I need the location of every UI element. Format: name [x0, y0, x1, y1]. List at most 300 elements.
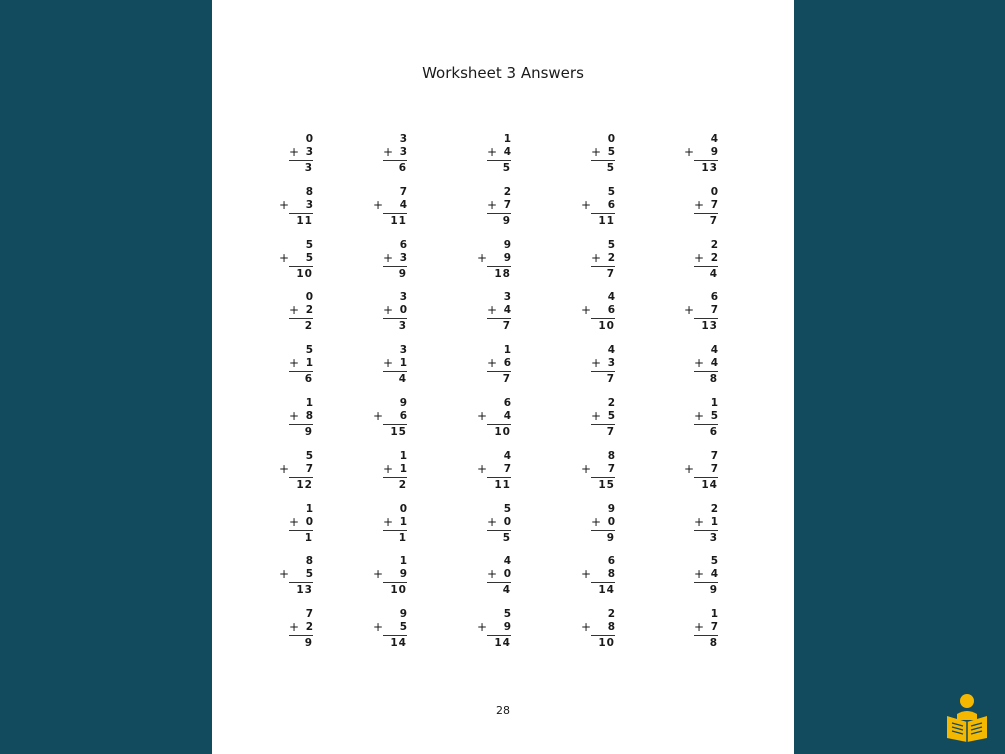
sum-answer: 18: [494, 267, 511, 280]
addend-bottom: 3: [399, 251, 407, 264]
addend-bottom-row: [279, 250, 313, 267]
plus-sign: +: [694, 567, 705, 582]
plus-sign: +: [289, 145, 300, 159]
addend-bottom-row: [487, 568, 511, 583]
addend-top: 1: [305, 502, 313, 515]
addend-bottom: 6: [607, 304, 615, 317]
addend-top: 7: [305, 608, 313, 621]
addition-problem: [591, 397, 615, 439]
addend-top: 3: [503, 291, 511, 304]
addition-problem: [581, 449, 615, 492]
addition-problem: [684, 291, 718, 333]
addend-top: 0: [305, 133, 313, 145]
sum-answer: 7: [502, 320, 511, 333]
sum-answer: 3: [398, 320, 407, 333]
sum-answer: 9: [709, 584, 718, 597]
addend-bottom: 0: [503, 515, 511, 528]
sum-answer: 4: [502, 584, 511, 597]
addition-problem: [694, 503, 718, 545]
addend-top: 7: [710, 449, 718, 462]
addend-bottom: 2: [305, 304, 313, 317]
plus-sign: +: [383, 461, 394, 476]
addition-problem: [289, 344, 313, 386]
sum-answer: 5: [502, 162, 511, 174]
sum-answer: 9: [606, 531, 615, 544]
addend-top: 0: [607, 133, 615, 145]
addend-top: 1: [710, 608, 718, 621]
addend-bottom-row: [373, 197, 407, 214]
addend-bottom: 1: [399, 357, 407, 370]
sum-answer: 6: [304, 373, 313, 386]
plus-sign: +: [591, 250, 602, 265]
plus-sign: +: [477, 409, 488, 423]
plus-sign: +: [487, 356, 498, 371]
addend-top: 1: [305, 397, 313, 409]
addend-bottom-row: [684, 461, 718, 478]
addend-bottom: 9: [503, 251, 511, 264]
addend-top: 4: [607, 344, 615, 357]
addend-top: 5: [305, 344, 313, 357]
addend-bottom-row: [694, 357, 718, 372]
addend-bottom-row: [383, 252, 407, 267]
sum-answer: 6: [709, 426, 718, 438]
addition-problem: [289, 133, 313, 175]
addend-bottom: 2: [710, 251, 718, 264]
sum-answer: 13: [701, 162, 718, 174]
addend-bottom-row: [591, 357, 615, 372]
addition-problem: [581, 291, 615, 333]
addend-bottom: 6: [503, 357, 511, 370]
addend-bottom: 1: [305, 357, 313, 370]
addend-bottom-row: [487, 146, 511, 161]
addend-bottom: 0: [399, 304, 407, 317]
addend-bottom-row: [289, 621, 313, 636]
addition-problem: [487, 186, 511, 228]
plus-sign: +: [477, 250, 488, 265]
addend-bottom-row: [289, 410, 313, 425]
addition-problem: [383, 239, 407, 281]
addend-bottom: 7: [503, 462, 511, 475]
addend-bottom-row: [581, 620, 615, 636]
addend-bottom: 8: [607, 568, 615, 581]
addend-top: 6: [503, 397, 511, 409]
addend-bottom-row: [581, 303, 615, 319]
addend-top: 6: [607, 555, 615, 568]
plus-sign: +: [487, 303, 498, 318]
addend-top: 4: [710, 344, 718, 357]
addend-bottom-row: [373, 567, 407, 583]
plus-sign: +: [487, 145, 498, 159]
plus-sign: +: [289, 514, 300, 529]
addend-bottom: 7: [305, 462, 313, 475]
addend-top: 5: [710, 555, 718, 568]
addition-problem: [373, 185, 407, 228]
addition-problem: [684, 133, 718, 175]
addend-top: 8: [305, 555, 313, 568]
plus-sign: +: [383, 514, 394, 529]
addition-problem: [591, 503, 615, 545]
sum-answer: 9: [304, 426, 313, 438]
addition-problem: [289, 608, 313, 650]
addend-bottom-row: [684, 303, 718, 319]
addition-problem: [487, 503, 511, 545]
addend-bottom-row: [694, 199, 718, 214]
sum-answer: 10: [494, 426, 511, 438]
addend-bottom: 5: [305, 251, 313, 264]
addend-bottom-row: [591, 252, 615, 267]
addend-bottom-row: [289, 146, 313, 161]
sum-answer: 5: [502, 531, 511, 544]
plus-sign: +: [581, 567, 592, 582]
addition-problem: [487, 133, 511, 175]
plus-sign: +: [684, 461, 695, 476]
sum-answer: 11: [390, 214, 407, 227]
addend-bottom: 1: [710, 515, 718, 528]
sum-answer: 7: [502, 373, 511, 386]
plus-sign: +: [684, 303, 695, 318]
addition-problem: [279, 449, 313, 492]
addend-top: 2: [503, 185, 511, 198]
plus-sign: +: [289, 620, 300, 635]
addend-bottom: 3: [607, 357, 615, 370]
addend-top: 3: [399, 291, 407, 304]
sum-answer: 13: [701, 320, 718, 333]
addend-bottom-row: [279, 461, 313, 478]
addend-bottom-row: [383, 463, 407, 478]
sum-answer: 2: [304, 320, 313, 333]
addend-bottom: 8: [607, 621, 615, 634]
addend-top: 2: [710, 502, 718, 515]
page-title: Worksheet 3 Answers: [422, 64, 584, 82]
sum-answer: 10: [296, 267, 313, 280]
addend-top: 8: [305, 185, 313, 198]
addend-bottom-row: [289, 304, 313, 319]
addend-top: 5: [607, 238, 615, 251]
plus-sign: +: [477, 461, 488, 476]
addend-top: 5: [503, 502, 511, 515]
addition-problem: [289, 503, 313, 545]
sum-answer: 11: [494, 478, 511, 491]
plus-sign: +: [694, 197, 705, 212]
addend-bottom: 2: [305, 621, 313, 634]
addend-top: 9: [399, 608, 407, 621]
addend-bottom-row: [487, 357, 511, 372]
addition-problem: [383, 291, 407, 333]
addend-bottom-row: [487, 199, 511, 214]
sum-answer: 8: [709, 373, 718, 386]
sum-answer: 1: [398, 531, 407, 544]
addend-bottom-row: [279, 567, 313, 583]
addend-top: 9: [399, 397, 407, 409]
addend-bottom: 5: [710, 410, 718, 422]
plus-sign: +: [581, 461, 592, 476]
plus-sign: +: [581, 303, 592, 318]
addend-bottom-row: [581, 567, 615, 583]
addition-problem: [289, 291, 313, 333]
addend-bottom: 4: [503, 146, 511, 158]
addend-top: 4: [607, 291, 615, 304]
addition-problem: [373, 608, 407, 650]
addend-bottom-row: [487, 516, 511, 531]
sum-answer: 9: [304, 637, 313, 650]
addition-problem: [279, 555, 313, 597]
addend-bottom-row: [694, 410, 718, 425]
addend-bottom-row: [477, 409, 511, 425]
addition-problem: [684, 449, 718, 492]
sum-answer: 2: [398, 478, 407, 491]
addend-bottom-row: [373, 620, 407, 636]
plus-sign: +: [487, 197, 498, 212]
addend-top: 2: [710, 238, 718, 251]
addend-top: 5: [305, 238, 313, 251]
addend-top: 3: [399, 133, 407, 145]
plus-sign: +: [383, 145, 394, 159]
answers-grid: [212, 128, 794, 658]
addend-top: 9: [607, 502, 615, 515]
addend-bottom-row: [373, 409, 407, 425]
plus-sign: +: [373, 620, 384, 635]
addend-bottom: 1: [399, 515, 407, 528]
addend-top: 4: [710, 133, 718, 145]
addend-bottom-row: [694, 621, 718, 636]
addend-bottom-row: [581, 197, 615, 214]
sum-answer: 14: [494, 637, 511, 650]
plus-sign: +: [591, 409, 602, 423]
addition-problem: [373, 555, 407, 597]
addend-bottom: 4: [710, 568, 718, 581]
addition-problem: [694, 239, 718, 281]
addend-top: 0: [399, 502, 407, 515]
addend-top: 5: [607, 185, 615, 198]
addend-bottom: 9: [710, 146, 718, 158]
addition-problem: [694, 608, 718, 650]
addition-problem: [487, 344, 511, 386]
addend-bottom: 4: [399, 198, 407, 211]
addend-bottom: 5: [607, 146, 615, 158]
sum-answer: 14: [598, 584, 615, 597]
addend-bottom-row: [477, 461, 511, 478]
addition-problem: [591, 239, 615, 281]
sum-answer: 7: [606, 373, 615, 386]
plus-sign: +: [383, 250, 394, 265]
sum-answer: 3: [304, 162, 313, 174]
plus-sign: +: [591, 145, 602, 159]
plus-sign: +: [477, 620, 488, 635]
addend-top: 8: [607, 449, 615, 462]
addition-problem: [694, 397, 718, 439]
addend-bottom: 7: [503, 198, 511, 211]
addition-problem: [289, 397, 313, 439]
addend-bottom: 0: [607, 515, 615, 528]
addition-problem: [694, 186, 718, 228]
addition-problem: [477, 397, 511, 439]
addition-problem: [279, 238, 313, 281]
addition-problem: [383, 450, 407, 492]
addend-bottom: 4: [503, 410, 511, 422]
sum-answer: 10: [598, 320, 615, 333]
sum-answer: 6: [398, 162, 407, 174]
plus-sign: +: [694, 250, 705, 265]
addend-bottom: 0: [305, 515, 313, 528]
addition-problem: [591, 133, 615, 175]
plus-sign: +: [694, 356, 705, 371]
sum-answer: 8: [709, 637, 718, 650]
plus-sign: +: [289, 303, 300, 318]
addend-top: 6: [399, 238, 407, 251]
addend-top: 6: [710, 291, 718, 304]
plus-sign: +: [684, 145, 695, 159]
plus-sign: +: [487, 514, 498, 529]
addend-bottom-row: [591, 410, 615, 425]
addend-bottom-row: [694, 568, 718, 583]
addend-top: 1: [399, 449, 407, 462]
plus-sign: +: [289, 409, 300, 423]
plus-sign: +: [373, 567, 384, 582]
addition-problem: [581, 555, 615, 597]
addition-problem: [694, 344, 718, 386]
plus-sign: +: [383, 356, 394, 371]
addend-bottom: 0: [503, 568, 511, 581]
sum-answer: 9: [502, 214, 511, 227]
addition-problem: [487, 291, 511, 333]
sum-answer: 7: [709, 214, 718, 227]
sum-answer: 7: [606, 426, 615, 438]
addend-bottom: 3: [305, 198, 313, 211]
addend-top: 0: [710, 185, 718, 198]
addend-top: 2: [607, 608, 615, 621]
plus-sign: +: [591, 514, 602, 529]
addend-bottom: 5: [399, 621, 407, 634]
addend-bottom: 5: [305, 568, 313, 581]
plus-sign: +: [373, 197, 384, 212]
addend-bottom-row: [383, 304, 407, 319]
addend-top: 1: [399, 555, 407, 568]
addend-top: 2: [607, 397, 615, 409]
addend-bottom-row: [591, 146, 615, 161]
addend-bottom: 8: [305, 410, 313, 422]
sum-answer: 12: [296, 478, 313, 491]
addend-top: 7: [399, 185, 407, 198]
addend-bottom-row: [289, 516, 313, 531]
addition-problem: [591, 344, 615, 386]
addend-top: 4: [503, 555, 511, 568]
page-number: 28: [496, 704, 510, 717]
plus-sign: +: [487, 567, 498, 582]
sum-answer: 13: [296, 584, 313, 597]
addend-bottom-row: [694, 516, 718, 531]
addend-top: 1: [710, 397, 718, 409]
addend-bottom: 3: [305, 146, 313, 158]
plus-sign: +: [279, 461, 290, 476]
addition-problem: [581, 608, 615, 650]
reading-person-icon: [944, 692, 990, 742]
addend-bottom: 6: [399, 410, 407, 422]
addend-bottom-row: [383, 516, 407, 531]
addend-bottom-row: [289, 357, 313, 372]
addend-bottom-row: [383, 357, 407, 372]
addend-bottom: 4: [503, 304, 511, 317]
addend-bottom: 7: [607, 462, 615, 475]
addend-bottom: 7: [710, 621, 718, 634]
plus-sign: +: [383, 303, 394, 318]
plus-sign: +: [694, 409, 705, 423]
addend-top: 5: [503, 608, 511, 621]
addend-bottom: 1: [399, 462, 407, 475]
sum-answer: 9: [398, 267, 407, 280]
addend-bottom-row: [487, 304, 511, 319]
addition-problem: [383, 133, 407, 175]
addend-bottom: 4: [710, 357, 718, 370]
sum-answer: 4: [709, 267, 718, 280]
addend-top: 9: [503, 238, 511, 251]
sum-answer: 14: [390, 637, 407, 650]
addend-bottom: 2: [607, 251, 615, 264]
plus-sign: +: [694, 620, 705, 635]
sum-answer: 10: [598, 637, 615, 650]
plus-sign: +: [591, 356, 602, 371]
sum-answer: 14: [701, 478, 718, 491]
addend-bottom: 9: [503, 621, 511, 634]
addition-problem: [279, 185, 313, 228]
addend-top: 0: [305, 291, 313, 304]
addend-top: 4: [503, 449, 511, 462]
plus-sign: +: [581, 197, 592, 212]
addition-problem: [373, 397, 407, 439]
addition-problem: [477, 449, 511, 492]
addend-bottom: 7: [710, 462, 718, 475]
addend-bottom-row: [477, 250, 511, 267]
addition-problem: [694, 555, 718, 597]
addend-bottom-row: [279, 197, 313, 214]
sum-answer: 3: [709, 531, 718, 544]
sum-answer: 10: [390, 584, 407, 597]
plus-sign: +: [694, 514, 705, 529]
addend-bottom: 6: [607, 198, 615, 211]
plus-sign: +: [279, 197, 290, 212]
addition-problem: [383, 344, 407, 386]
plus-sign: +: [279, 567, 290, 582]
sum-answer: 1: [304, 531, 313, 544]
addend-top: 1: [503, 344, 511, 357]
addend-bottom: 7: [710, 304, 718, 317]
addition-problem: [581, 185, 615, 228]
addition-problem: [383, 503, 407, 545]
sum-answer: 4: [398, 373, 407, 386]
worksheet-page: [212, 0, 794, 754]
sum-answer: 15: [390, 426, 407, 438]
plus-sign: +: [373, 409, 384, 423]
sum-answer: 5: [606, 162, 615, 174]
addend-bottom-row: [684, 145, 718, 161]
addend-bottom: 7: [710, 198, 718, 211]
sum-answer: 11: [598, 214, 615, 227]
sum-answer: 7: [606, 267, 615, 280]
addend-bottom: 5: [607, 410, 615, 422]
plus-sign: +: [581, 620, 592, 635]
plus-sign: +: [279, 250, 290, 265]
addend-bottom-row: [694, 252, 718, 267]
addition-problem: [487, 555, 511, 597]
addend-top: 1: [503, 133, 511, 145]
addend-bottom-row: [477, 620, 511, 636]
addend-bottom: 3: [399, 146, 407, 158]
addend-bottom-row: [581, 461, 615, 478]
sum-answer: 11: [296, 214, 313, 227]
plus-sign: +: [289, 356, 300, 371]
addend-bottom: 9: [399, 568, 407, 581]
sum-answer: 15: [598, 478, 615, 491]
addend-top: 3: [399, 344, 407, 357]
